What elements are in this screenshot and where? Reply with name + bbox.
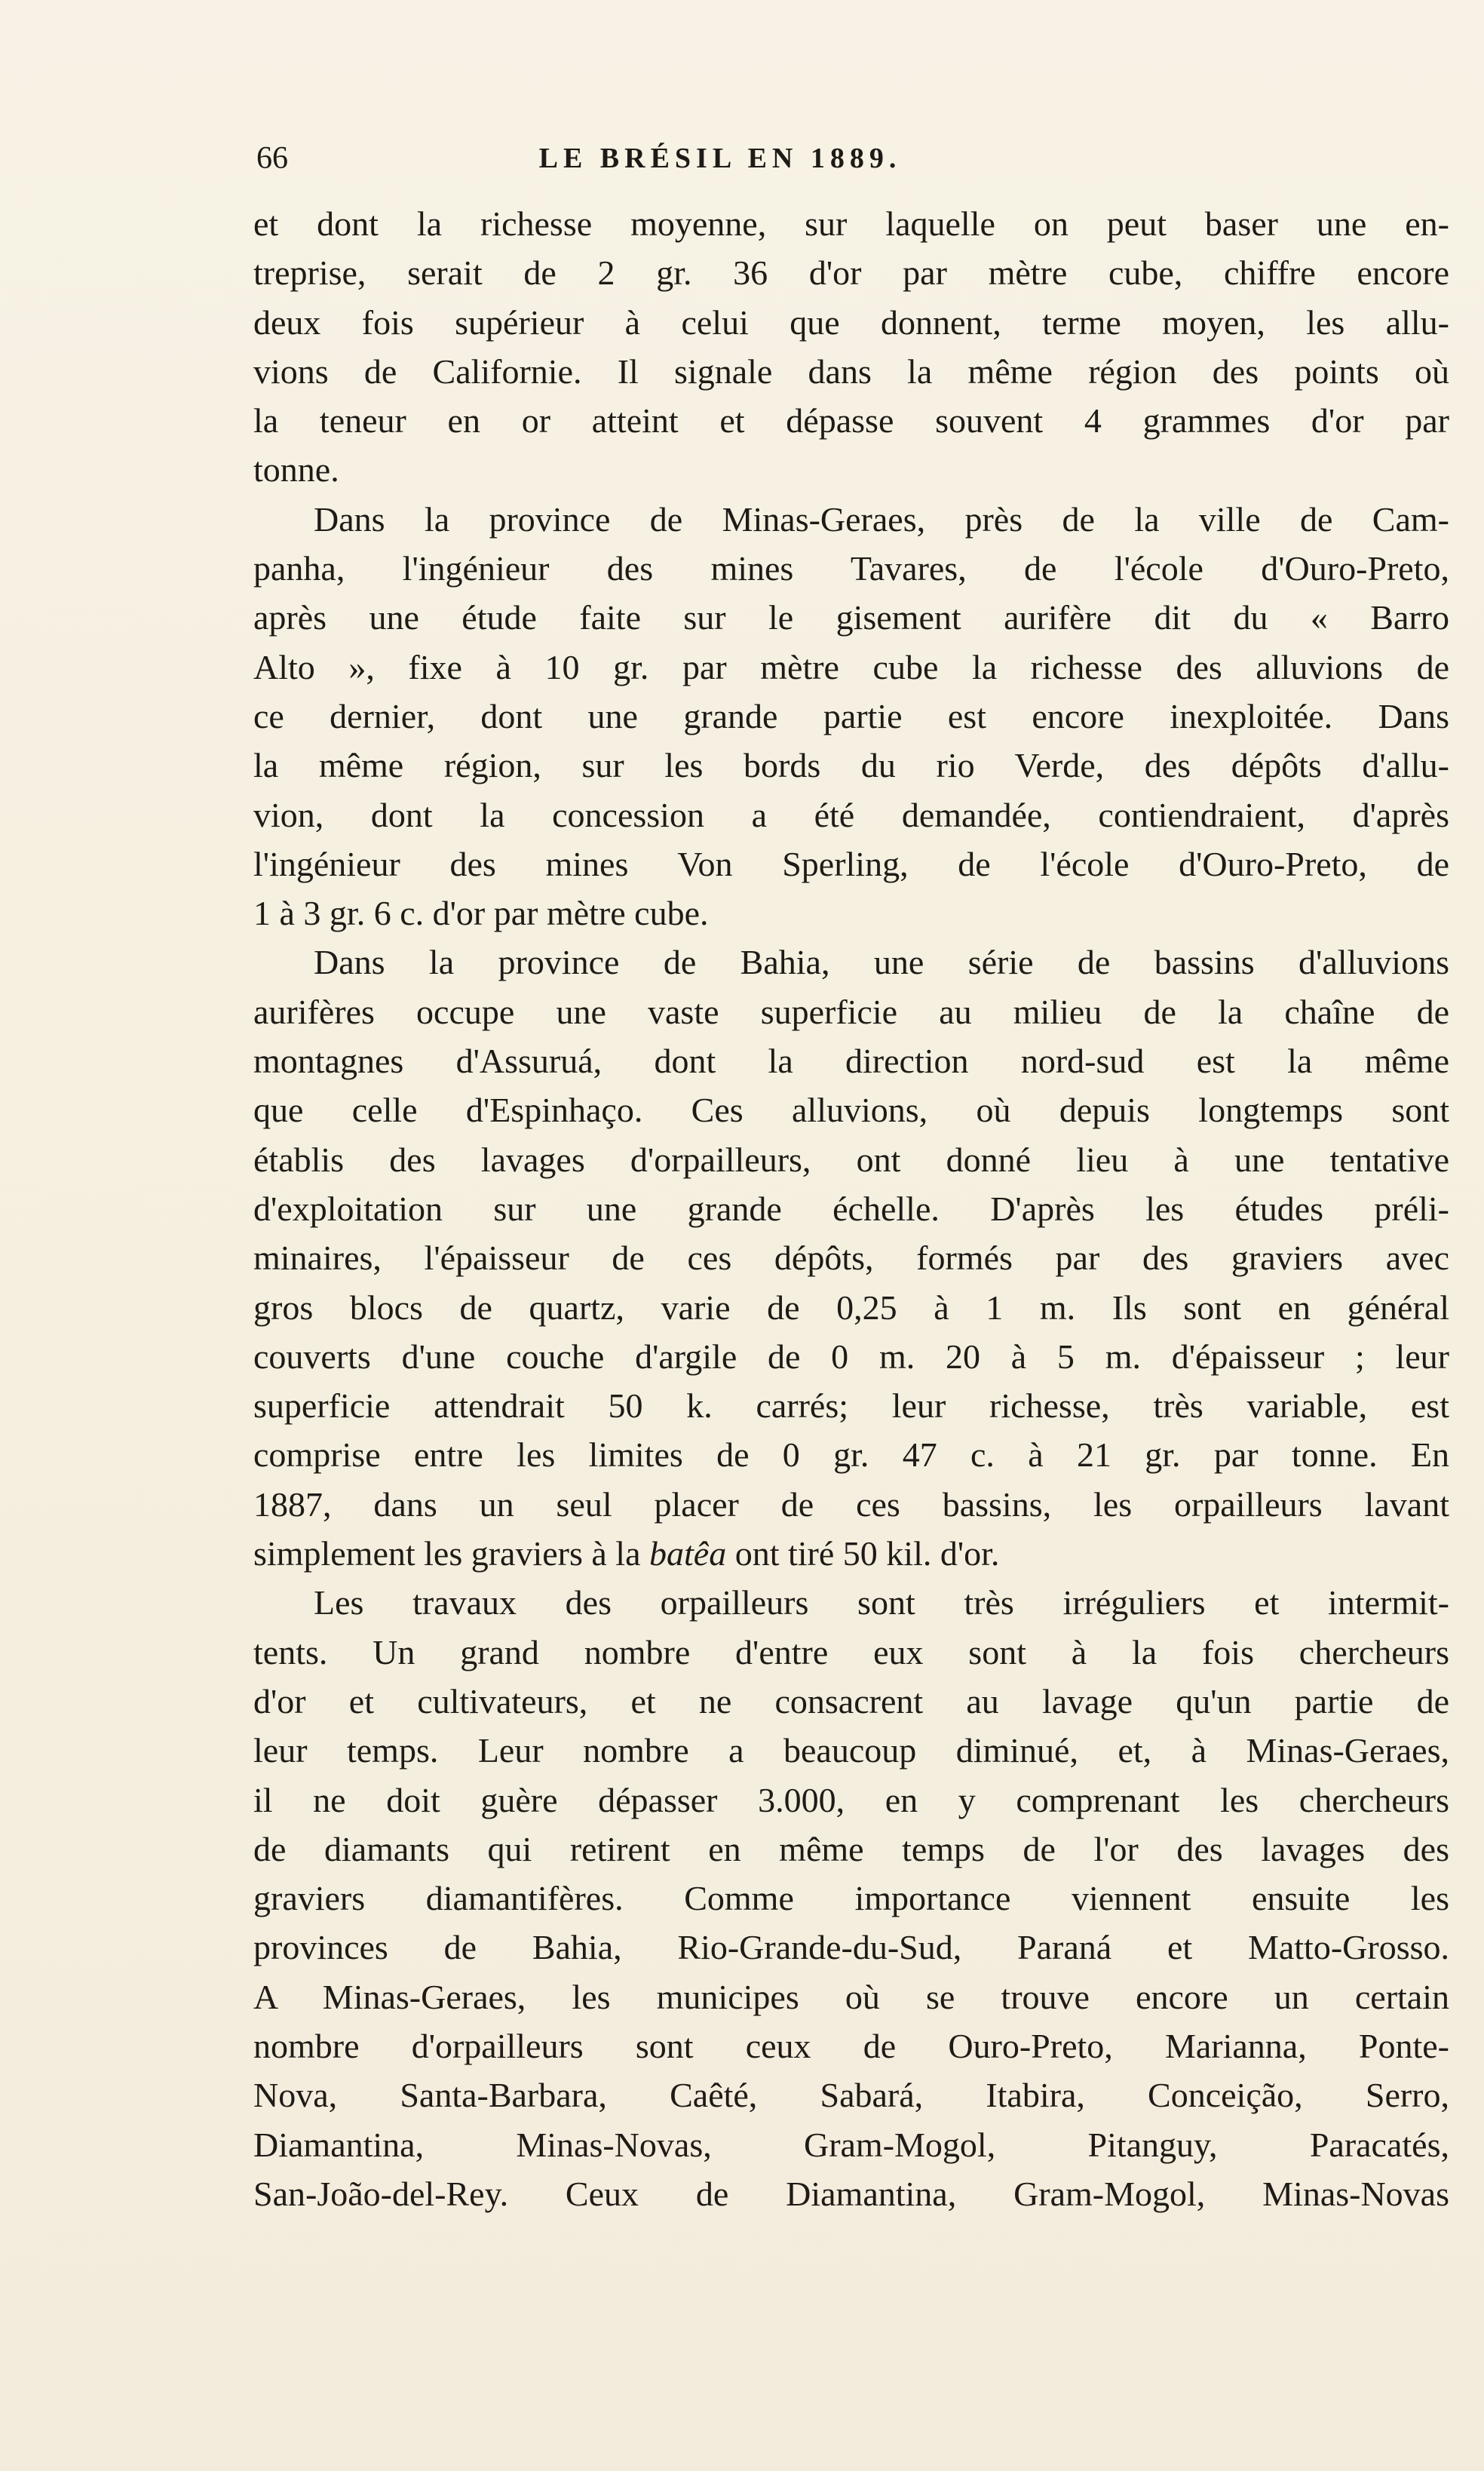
text-line: Alto », fixe à 10 gr. par mètre cube la richesse des alluvions de: [253, 647, 1449, 686]
text-line: leur temps. Leur nombre a beaucoup diminué, et, à Minas-Geraes,: [253, 1731, 1449, 1770]
text-line: nombre d'orpailleurs sont ceux de Ouro-Preto, Marianna, Ponte-: [253, 2026, 1449, 2065]
paragraph-first-line: Dans la province de Bahia, une série de bassins d'alluvions: [314, 943, 1449, 982]
text-line: treprise, serait de 2 gr. 36 d'or par mètre cube, chiffre encore: [253, 253, 1449, 293]
body-text: [253, 199, 1449, 2218]
text-line: Diamantina, Minas-Novas, Gram-Mogol, Pitanguy, Paracatés,: [253, 2125, 1449, 2164]
text-line: aurifères occupe une vaste superficie au milieu de la chaîne de: [253, 992, 1449, 1031]
text-line: deux fois supérieur à celui que donnent, terme moyen, les allu-: [253, 302, 1449, 342]
text-line: vions de Californie. Il signale dans la même région des points où: [253, 351, 1449, 391]
text-line: A Minas-Geraes, les municipes où se trouve encore un certain: [253, 1977, 1449, 2016]
text-line: Nova, Santa-Barbara, Caêté, Sabará, Itabira, Conceição, Serro,: [253, 2076, 1449, 2115]
text-line: panha, l'ingénieur des mines Tavares, de l'école d'Ouro-Preto,: [253, 549, 1449, 588]
text-line: tents. Un grand nombre d'entre eux sont à la fois chercheurs: [253, 1632, 1449, 1671]
text-line: 1887, dans un seul placer de ces bassins, les orpailleurs lavant: [253, 1484, 1449, 1524]
page-number: 66: [256, 141, 288, 176]
text-line: couverts d'une couche d'argile de 0 m. 20 à 5 m. d'épaisseur ; leur: [253, 1337, 1449, 1376]
text-line: et dont la richesse moyenne, sur laquelle on peut baser une en-: [253, 204, 1449, 243]
text-run: simplement les graviers à la: [253, 1534, 650, 1573]
text-line: comprise entre les limites de 0 gr. 47 c. à 21 gr. par tonne. En: [253, 1435, 1449, 1475]
text-line: San-João-del-Rey. Ceux de Diamantina, Gram-Mogol, Minas-Novas: [253, 2174, 1449, 2213]
text-line: d'or et cultivateurs, et ne consacrent au lavage qu'un partie de: [253, 1681, 1449, 1720]
text-line: tonne.: [253, 450, 339, 490]
text-line: que celle d'Espinhaço. Ces alluvions, où depuis longtemps sont: [253, 1091, 1449, 1130]
text-line: vion, dont la concession a été demandée, contiendraient, d'après: [253, 795, 1449, 834]
running-title: LE BRÉSIL EN 1889.: [538, 143, 902, 174]
text-line: 1 à 3 gr. 6 c. d'or par mètre cube.: [253, 894, 709, 933]
text-line: d'exploitation sur une grande échelle. D'après les études préli-: [253, 1189, 1449, 1228]
text-line-with-italic: [253, 1529, 1449, 1578]
italic-term: batêa: [649, 1534, 727, 1573]
text-line: après une étude faite sur le gisement aurifère dit du « Barro: [253, 598, 1449, 637]
text-line: gros blocs de quartz, varie de 0,25 à 1 m. Ils sont en général: [253, 1288, 1449, 1327]
text-line: il ne doit guère dépasser 3.000, en y comprenant les chercheurs: [253, 1780, 1449, 1819]
text-line: l'ingénieur des mines Von Sperling, de l'école d'Ouro-Preto, de: [253, 844, 1449, 883]
paragraph-first-line: Dans la province de Minas-Geraes, près de la ville de Cam-: [314, 499, 1449, 539]
text-line: graviers diamantifères. Comme importance viennent ensuite les: [253, 1879, 1449, 1918]
text-line: montagnes d'Assuruá, dont la direction nord-sud est la même: [253, 1042, 1449, 1081]
text-line: de diamants qui retirent en même temps de l'or des lavages des: [253, 1829, 1449, 1868]
text-line: minaires, l'épaisseur de ces dépôts, formés par des graviers avec: [253, 1239, 1449, 1278]
page-header: [256, 136, 1433, 181]
text-line: ce dernier, dont une grande partie est encore inexploitée. Dans: [253, 696, 1449, 735]
text-line: la même région, sur les bords du rio Verde, des dépôts d'allu-: [253, 746, 1449, 785]
text-line: la teneur en or atteint et dépasse souvent 4 grammes d'or par: [253, 401, 1449, 440]
text-line: provinces de Bahia, Rio-Grande-du-Sud, Paraná et Matto-Grosso.: [253, 1928, 1449, 1967]
text-run: ont tiré 50 kil. d'or.: [726, 1534, 1000, 1573]
text-line: établis des lavages d'orpailleurs, ont donné lieu à une tentative: [253, 1140, 1449, 1179]
paragraph-first-line: Les travaux des orpailleurs sont très irréguliers et intermit-: [314, 1583, 1449, 1622]
text-line: superficie attendrait 50 k. carrés; leur richesse, très variable, est: [253, 1386, 1449, 1426]
